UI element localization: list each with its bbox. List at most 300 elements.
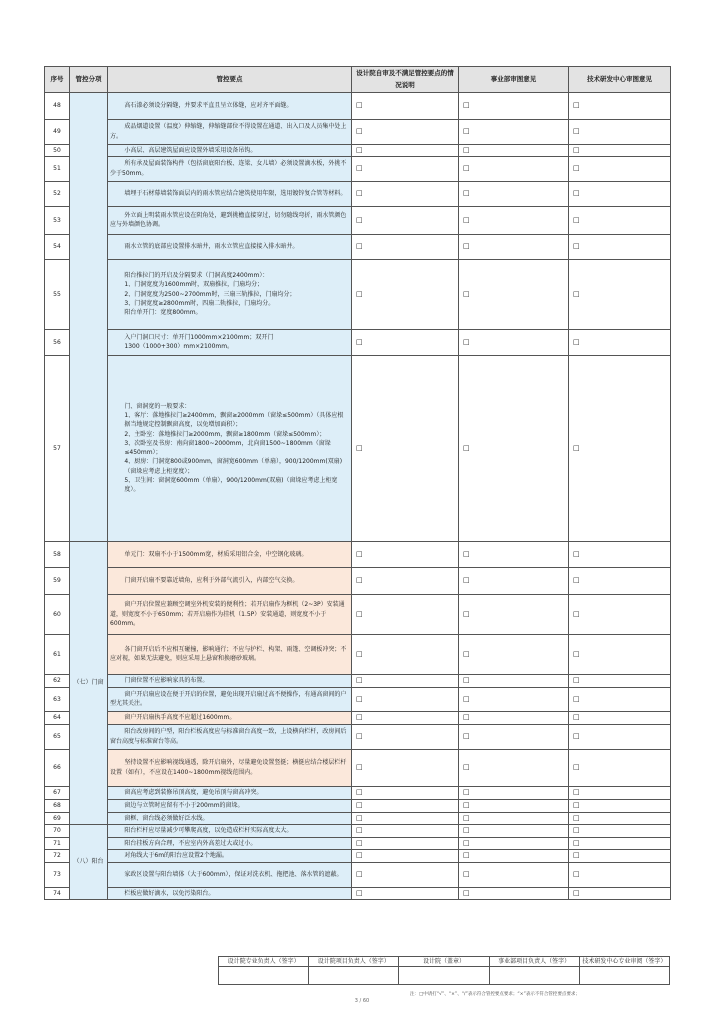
design-review-cell <box>352 837 459 849</box>
tech-checkbox[interactable]: □ <box>573 145 580 154</box>
business-review-cell <box>459 849 569 862</box>
row-number: 58 <box>45 541 70 567</box>
sign-design-seal-label: 设计院（盖章） <box>399 957 489 967</box>
table-row <box>45 567 671 594</box>
design-checkbox[interactable]: □ <box>356 189 363 198</box>
design-checkbox[interactable]: □ <box>356 694 363 703</box>
control-point-line: 阳台改房间的户型，阳台栏板高度应与标准窗台高度一致，上设横向栏杆，改房间后窗台高度与标准窗台等高。 <box>110 728 347 745</box>
tech-review-cell <box>569 812 671 824</box>
business-checkbox[interactable]: □ <box>463 813 470 822</box>
business-review-cell <box>459 674 569 687</box>
header-points: 管控要点 <box>108 67 352 93</box>
table-row <box>45 206 671 234</box>
control-point-text <box>108 234 352 259</box>
design-checkbox[interactable]: □ <box>356 127 363 136</box>
control-point-line: 1、客厅：落地推拉门≥2400mm，飘窗≥2000mm（窗垛≤500mm）（具体应根据当地规定控制飘窗高度，以免增加面积）； <box>124 412 344 429</box>
business-review-cell <box>459 862 569 887</box>
control-point-line: 门窗开启扇不要靠近墙角，应利于外部气流引入，内部空气交换。 <box>124 577 299 585</box>
business-checkbox[interactable]: □ <box>463 101 470 110</box>
design-review-cell <box>352 799 459 812</box>
control-point-line: 窗户开启扇执手高度不应超过1600mm。 <box>124 714 236 722</box>
table-row <box>45 786 671 799</box>
row-number: 61 <box>45 634 70 674</box>
tech-checkbox[interactable]: □ <box>573 127 580 136</box>
table-row <box>45 849 671 862</box>
control-point-line: 窗户开启扇应设在便于开启的位置，避免出现开启扇过高不便操作，有通高窗间的户型尤其关注。 <box>110 690 347 708</box>
tech-review-cell <box>569 259 671 329</box>
business-checkbox[interactable]: □ <box>463 888 470 897</box>
business-review-cell <box>459 119 569 144</box>
row-number: 55 <box>45 259 70 329</box>
design-review-cell <box>352 634 459 674</box>
tech-review-cell <box>569 541 671 567</box>
business-review-cell <box>459 749 569 786</box>
business-review-cell <box>459 786 569 799</box>
control-point-line: 门、窗洞宽的一般要求： <box>124 402 191 410</box>
tech-checkbox[interactable]: □ <box>573 788 580 797</box>
design-review-cell <box>352 862 459 887</box>
tech-checkbox[interactable]: □ <box>573 713 580 722</box>
business-review-cell <box>459 824 569 837</box>
design-review-cell <box>352 711 459 724</box>
table-body <box>45 92 671 899</box>
design-checkbox[interactable]: □ <box>356 242 363 251</box>
header-seq: 序号 <box>45 67 70 93</box>
signature-blank-row <box>219 967 670 985</box>
control-point-line: 阳台挂板方向合理，不应室内外高差过大或过小。 <box>124 839 257 847</box>
tech-checkbox[interactable]: □ <box>573 609 580 618</box>
design-checkbox[interactable]: □ <box>356 851 363 860</box>
table-row <box>45 824 671 837</box>
category-label: （七）门窗 <box>73 679 104 687</box>
tech-checkbox[interactable]: □ <box>573 801 580 810</box>
business-review-cell <box>459 594 569 634</box>
design-checkbox[interactable]: □ <box>356 732 363 741</box>
row-number: 50 <box>45 144 70 156</box>
table-row <box>45 749 671 786</box>
design-review-cell <box>352 812 459 824</box>
header-design-review: 设计院自审及不满足管控要点的情况说明 <box>352 67 459 93</box>
control-points-table <box>44 66 671 900</box>
business-checkbox[interactable]: □ <box>463 838 470 847</box>
tech-checkbox[interactable]: □ <box>573 888 580 897</box>
design-checkbox[interactable]: □ <box>356 145 363 154</box>
tech-review-cell <box>569 119 671 144</box>
design-review-cell <box>352 849 459 862</box>
tech-checkbox[interactable]: □ <box>573 649 580 658</box>
control-point-line: 窗高应考虑到装修吊顶高度，避免吊顶与窗高冲突。 <box>124 789 263 797</box>
control-point-line: 对角线大于6m的阳台应设置2个地漏。 <box>124 852 228 860</box>
design-review-cell <box>352 594 459 634</box>
sign-tech-review-label: 技术研发中心专业审阅（签字） <box>579 957 669 967</box>
business-checkbox[interactable]: □ <box>463 215 470 224</box>
tech-checkbox[interactable]: □ <box>573 838 580 847</box>
control-point-line: 3、门洞宽度≥2800mm时，四扇二轨推拉，门扇均分。 <box>124 299 275 307</box>
business-checkbox[interactable]: □ <box>463 788 470 797</box>
business-checkbox[interactable]: □ <box>463 576 470 585</box>
design-review-cell <box>352 92 459 119</box>
tech-review-cell <box>569 786 671 799</box>
control-point-line: 入户门洞口尺寸：单开门1000mm×2100mm；双开门 <box>124 333 274 341</box>
table-row <box>45 92 671 119</box>
design-checkbox[interactable]: □ <box>356 649 363 658</box>
tech-review-cell <box>569 156 671 181</box>
signature-table <box>218 956 670 985</box>
control-point-line: 5、卫生间：窗洞宽600mm（单扇），900/1200mm(双扇)（窗垛应考虑上柜宽度）。 <box>124 477 338 494</box>
tech-review-cell <box>569 92 671 119</box>
business-checkbox[interactable]: □ <box>463 649 470 658</box>
design-review-cell <box>352 259 459 329</box>
control-point-line: 阳台栏杆应尽量减少可攀爬高度，以免造成栏杆实际高度太大。 <box>124 827 293 835</box>
table-row <box>45 711 671 724</box>
control-point-line: 所有承及屋面装饰构件（包括窗底阳台板、连梁、女儿墙）必须设置滴水板，外挑不少于50mm。 <box>110 160 347 177</box>
business-review-cell <box>459 144 569 156</box>
business-review-cell <box>459 156 569 181</box>
table-row <box>45 887 671 899</box>
header-category: 管控分项 <box>70 67 108 93</box>
tech-review-cell <box>569 181 671 206</box>
business-checkbox[interactable]: □ <box>463 713 470 722</box>
control-point-text <box>108 206 352 234</box>
control-point-line: 窗框、窗台线必须做好泛水线。 <box>124 814 209 822</box>
tech-checkbox[interactable]: □ <box>573 763 580 772</box>
tech-review-cell <box>569 749 671 786</box>
control-point-line: 1、门洞宽度为1600mm时，双扇推拉，门扇均分； <box>124 281 264 289</box>
control-point-text <box>108 156 352 181</box>
design-review-cell <box>352 181 459 206</box>
sign-design-pm-field[interactable] <box>309 967 399 985</box>
row-number: 73 <box>45 862 70 887</box>
business-checkbox[interactable]: □ <box>463 676 470 685</box>
design-review-cell <box>352 355 459 541</box>
tech-checkbox[interactable]: □ <box>573 215 580 224</box>
control-point-line: 各门窗开启后不应相互碰撞，影响通行；不应与护栏、构架、雨篷、空调板冲突；不应对视，如果无法避免，则应采用上悬窗和换磨砂玻璃。 <box>110 645 347 663</box>
business-review-cell <box>459 567 569 594</box>
signature-label-row <box>219 957 670 967</box>
control-point-text <box>108 862 352 887</box>
design-review-cell <box>352 824 459 837</box>
business-review-cell <box>459 329 569 355</box>
business-checkbox[interactable]: □ <box>463 801 470 810</box>
tech-checkbox[interactable]: □ <box>573 851 580 860</box>
control-point-line: 成品烟道设置（温度）伸缩缝，伸缩缝部位不得设置在通道、出入口及人员集中处上方。 <box>110 123 347 140</box>
design-review-cell <box>352 786 459 799</box>
table-row <box>45 329 671 355</box>
table-row <box>45 837 671 849</box>
control-point-line: 墙埋于石材幕墙装饰面层内的雨水管应结合建筑使用年限，选用镀锌复合管等材料。 <box>124 190 347 198</box>
tech-checkbox[interactable]: □ <box>573 189 580 198</box>
row-number: 59 <box>45 567 70 594</box>
control-point-text <box>108 594 352 634</box>
tech-review-cell <box>569 724 671 749</box>
row-number: 52 <box>45 181 70 206</box>
table-row <box>45 541 671 567</box>
tech-review-cell <box>569 234 671 259</box>
control-point-text <box>108 887 352 899</box>
table-row <box>45 687 671 711</box>
business-review-cell <box>459 206 569 234</box>
design-checkbox[interactable]: □ <box>356 164 363 173</box>
design-review-cell <box>352 887 459 899</box>
table-row <box>45 674 671 687</box>
control-point-line: 外立面上明装雨水管应设在阴角处，避到挑檐直接穿过，切勿随线弯折，雨水管颜色应与外墙颜色协调。 <box>110 211 347 229</box>
tech-review-cell <box>569 634 671 674</box>
tech-review-cell <box>569 567 671 594</box>
table-row <box>45 594 671 634</box>
business-checkbox[interactable]: □ <box>463 732 470 741</box>
table-row <box>45 355 671 541</box>
business-checkbox[interactable]: □ <box>463 127 470 136</box>
row-number: 69 <box>45 812 70 824</box>
control-point-text <box>108 674 352 687</box>
business-checkbox[interactable]: □ <box>463 870 470 879</box>
control-point-line: 窗户开启位置应兼顾空调室外机安装的便利性；若开启扇作为框机（2~3P）安装通道，则宽度不小于650mm；若开启扇作为挂机（1.5P）安装通道，则宽度不小于600mm。 <box>110 601 345 627</box>
control-point-line: 2、门洞宽度为2500~2700mm时，三扇三轨推拉，门扇均分； <box>124 290 296 298</box>
table-row <box>45 724 671 749</box>
control-point-line: 窗边与立管时应留有不小于200mm的窗垛。 <box>124 802 244 810</box>
page-number: 3 / 60 <box>354 998 370 1004</box>
design-review-cell <box>352 687 459 711</box>
tech-checkbox[interactable]: □ <box>573 676 580 685</box>
category-balcony <box>70 824 108 899</box>
row-number: 64 <box>45 711 70 724</box>
business-review-cell <box>459 541 569 567</box>
table-row <box>45 181 671 206</box>
table-row <box>45 144 671 156</box>
control-point-line: 高石漆必须设分隔缝，并要求平直且呈立体缝，应对齐平面缝。 <box>124 102 293 110</box>
tech-checkbox[interactable]: □ <box>573 549 580 558</box>
control-point-line: 门窗位置不应影响家具的布置。 <box>124 677 209 685</box>
sign-tech-review-field[interactable] <box>579 967 669 985</box>
tech-review-cell <box>569 329 671 355</box>
row-number: 56 <box>45 329 70 355</box>
control-point-text <box>108 724 352 749</box>
table-header-row <box>45 67 671 93</box>
table-row <box>45 119 671 144</box>
design-review-cell <box>352 749 459 786</box>
row-number: 68 <box>45 799 70 812</box>
design-checkbox[interactable]: □ <box>356 826 363 835</box>
design-checkbox[interactable]: □ <box>356 713 363 722</box>
row-number: 71 <box>45 837 70 849</box>
control-point-text <box>108 355 352 541</box>
business-checkbox[interactable]: □ <box>463 189 470 198</box>
business-checkbox[interactable]: □ <box>463 242 470 251</box>
control-point-text <box>108 541 352 567</box>
control-point-text <box>108 786 352 799</box>
tech-review-cell <box>569 594 671 634</box>
business-review-cell <box>459 711 569 724</box>
business-review-cell <box>459 634 569 674</box>
control-point-text <box>108 144 352 156</box>
tech-checkbox[interactable]: □ <box>573 826 580 835</box>
header-tech-review: 技术研发中心审图意见 <box>569 67 671 93</box>
design-checkbox[interactable]: □ <box>356 337 363 346</box>
design-review-cell <box>352 234 459 259</box>
control-point-text <box>108 799 352 812</box>
sign-design-lead-field[interactable] <box>219 967 309 985</box>
row-number: 72 <box>45 849 70 862</box>
tech-checkbox[interactable]: □ <box>573 242 580 251</box>
tech-review-cell <box>569 711 671 724</box>
control-point-text <box>108 837 352 849</box>
business-checkbox[interactable]: □ <box>463 337 470 346</box>
control-point-line: 4、厨房：门洞宽800或900mm，窗洞宽600mm（单扇），900/1200mm(双扇)（窗垛应考虑上柜宽度）； <box>124 458 343 475</box>
design-checkbox[interactable]: □ <box>356 576 363 585</box>
tech-review-cell <box>569 206 671 234</box>
business-checkbox[interactable]: □ <box>463 694 470 703</box>
sign-business-pm-field[interactable] <box>489 967 579 985</box>
design-checkbox[interactable]: □ <box>356 788 363 797</box>
sign-design-lead-label: 设计院专业负责人（签字） <box>219 957 309 967</box>
row-number: 74 <box>45 887 70 899</box>
tech-checkbox[interactable]: □ <box>573 870 580 879</box>
business-review-cell <box>459 92 569 119</box>
tech-review-cell <box>569 837 671 849</box>
control-point-line: 坚持设置不应影响视线通透，除开启扇外，尽量避免设置竖挺；横挺应结合楼层栏杆设置（如有），不应设在1400~1800mm视线范围内。 <box>110 759 347 776</box>
control-point-text <box>108 329 352 355</box>
tech-review-cell <box>569 849 671 862</box>
control-point-text <box>108 634 352 674</box>
business-checkbox[interactable]: □ <box>463 826 470 835</box>
tech-review-cell <box>569 144 671 156</box>
row-number: 67 <box>45 786 70 799</box>
control-point-line: 阳台单开门：宽度800mm。 <box>124 309 202 317</box>
tech-checkbox[interactable]: □ <box>573 732 580 741</box>
design-checkbox[interactable]: □ <box>356 763 363 772</box>
business-checkbox[interactable]: □ <box>463 851 470 860</box>
business-checkbox[interactable]: □ <box>463 289 470 298</box>
design-checkbox[interactable]: □ <box>356 549 363 558</box>
control-point-line: 小高层、高层建筑屋面应设置外墙采用设备吊钩。 <box>124 146 257 154</box>
tech-review-cell <box>569 824 671 837</box>
business-review-cell <box>459 355 569 541</box>
table-row <box>45 259 671 329</box>
business-review-cell <box>459 259 569 329</box>
design-review-cell <box>352 144 459 156</box>
business-checkbox[interactable]: □ <box>463 609 470 618</box>
control-point-text <box>108 687 352 711</box>
sign-design-pm-label: 设计院项目负责人（签字） <box>309 957 399 967</box>
business-review-cell <box>459 837 569 849</box>
tech-checkbox[interactable]: □ <box>573 813 580 822</box>
business-review-cell <box>459 234 569 259</box>
control-point-text <box>108 812 352 824</box>
business-checkbox[interactable]: □ <box>463 549 470 558</box>
design-checkbox[interactable]: □ <box>356 101 363 110</box>
sign-business-pm-label: 事业部项目负责人（签字） <box>489 957 579 967</box>
control-point-line: 2、主卧室：落地推拉门≥2000mm，飘窗≥1800mm（窗垛≤500mm）； <box>124 430 326 438</box>
business-checkbox[interactable]: □ <box>463 443 470 452</box>
row-number: 63 <box>45 687 70 711</box>
design-review-cell <box>352 567 459 594</box>
tech-checkbox[interactable]: □ <box>573 337 580 346</box>
tech-review-cell <box>569 799 671 812</box>
tech-checkbox[interactable]: □ <box>573 443 580 452</box>
control-point-line: 3、次卧室及书房：南向窗1800~2000mm，北向窗1500~1800mm（窗垛≤450mm）； <box>124 439 331 457</box>
tech-review-cell <box>569 862 671 887</box>
design-checkbox[interactable]: □ <box>356 676 363 685</box>
design-review-cell <box>352 724 459 749</box>
control-point-line: 雨水立管的底部应设置排水暗井，雨水立管应直接接入排水暗井。 <box>124 243 299 251</box>
design-review-cell <box>352 674 459 687</box>
control-point-text <box>108 567 352 594</box>
design-checkbox[interactable]: □ <box>356 215 363 224</box>
tech-checkbox[interactable]: □ <box>573 289 580 298</box>
header-business-review: 事业部审图意见 <box>459 67 569 93</box>
design-checkbox[interactable]: □ <box>356 888 363 897</box>
table-row <box>45 634 671 674</box>
design-checkbox[interactable]: □ <box>356 443 363 452</box>
table-row <box>45 812 671 824</box>
tech-review-cell <box>569 687 671 711</box>
category-doors <box>70 541 108 824</box>
tech-review-cell <box>569 674 671 687</box>
design-review-cell <box>352 156 459 181</box>
business-checkbox[interactable]: □ <box>463 145 470 154</box>
sign-design-seal-field[interactable] <box>399 967 489 985</box>
design-checkbox[interactable]: □ <box>356 838 363 847</box>
row-number: 51 <box>45 156 70 181</box>
row-number: 48 <box>45 92 70 119</box>
tech-review-cell <box>569 355 671 541</box>
row-number: 57 <box>45 355 70 541</box>
design-checkbox[interactable]: □ <box>356 813 363 822</box>
row-number: 66 <box>45 749 70 786</box>
control-point-line: 1300（1000+300）mm×2100mm。 <box>124 343 234 351</box>
row-number: 53 <box>45 206 70 234</box>
control-point-text <box>108 849 352 862</box>
design-checkbox[interactable]: □ <box>356 801 363 810</box>
design-checkbox[interactable]: □ <box>356 289 363 298</box>
tech-checkbox[interactable]: □ <box>573 101 580 110</box>
control-point-line: 阳台推拉门的开启及分隔要求（门洞高度2400mm）： <box>124 271 269 279</box>
business-checkbox[interactable]: □ <box>463 763 470 772</box>
row-number: 62 <box>45 674 70 687</box>
row-number: 60 <box>45 594 70 634</box>
design-checkbox[interactable]: □ <box>356 870 363 879</box>
control-point-line: 单元门：双扇不小于1500mm宽，材质采用铝合金，中空钢化玻璃。 <box>124 550 308 558</box>
control-point-text <box>108 824 352 837</box>
design-checkbox[interactable]: □ <box>356 609 363 618</box>
control-point-text <box>108 92 352 119</box>
row-number: 65 <box>45 724 70 749</box>
control-point-text <box>108 711 352 724</box>
table-row <box>45 156 671 181</box>
control-point-text <box>108 749 352 786</box>
business-checkbox[interactable]: □ <box>463 164 470 173</box>
tech-checkbox[interactable]: □ <box>573 694 580 703</box>
tech-checkbox[interactable]: □ <box>573 576 580 585</box>
table-row <box>45 862 671 887</box>
business-review-cell <box>459 887 569 899</box>
business-review-cell <box>459 181 569 206</box>
control-point-text <box>108 259 352 329</box>
tech-review-cell <box>569 887 671 899</box>
business-review-cell <box>459 687 569 711</box>
table-row <box>45 234 671 259</box>
control-point-line: 家政区设置与阳台墙体（大于600mm），保证对洗衣机、拖把池、落水管的遮蔽。 <box>124 871 343 879</box>
table-row <box>45 799 671 812</box>
footnote: 注：□中请打“√”、“×”、“/”表示符合管控要点要求；“×”表示不符合管控要点要求； <box>410 992 580 997</box>
category-cell <box>70 92 108 541</box>
business-review-cell <box>459 799 569 812</box>
business-review-cell <box>459 724 569 749</box>
tech-checkbox[interactable]: □ <box>573 164 580 173</box>
row-number: 49 <box>45 119 70 144</box>
control-point-line: 栏板应做好滴水，以免污染阳台。 <box>124 889 215 897</box>
category-label: （八）阳台 <box>73 858 104 866</box>
